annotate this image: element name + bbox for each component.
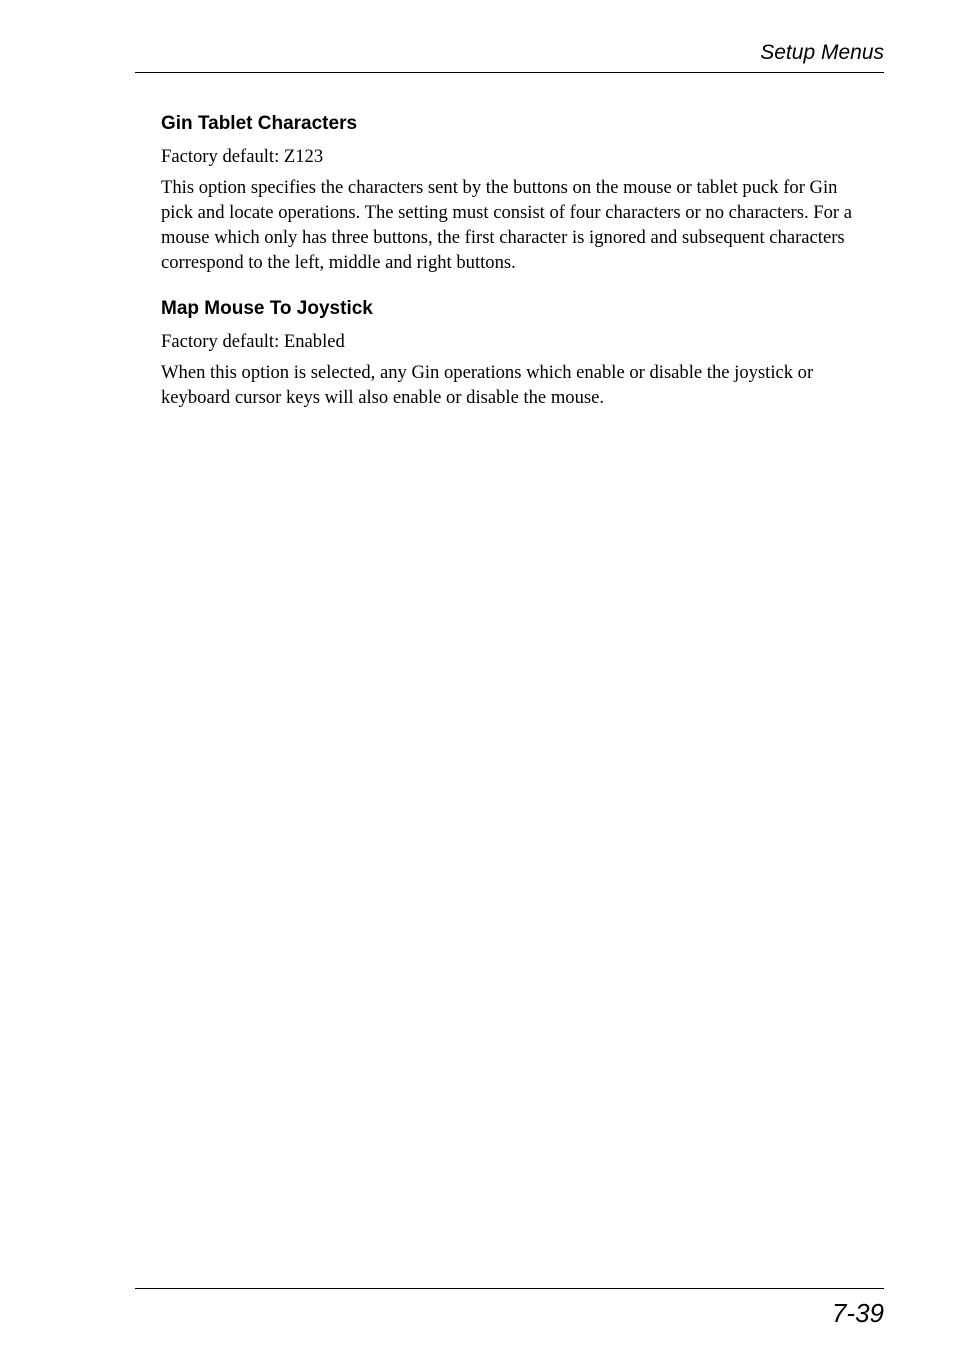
section-heading: Gin Tablet Characters — [161, 113, 358, 134]
section-heading: Map Mouse To Joystick — [161, 298, 373, 319]
section-body-text: When this option is selected, any Gin operations which enable or disable the joystick or keyboard cursor keys will also enable or disable the mouse. — [161, 362, 814, 408]
page-content — [161, 112, 866, 416]
section-body-text: This option specifies the characters sent by the buttons on the mouse or tablet puck for Gin pick and locate operations. The setting must consist of four characters or no characters. For a mouse which only has three buttons, the first character is ignored and subsequent characters correspond to the left, middle and right buttons. — [161, 177, 853, 273]
running-footer — [135, 1288, 884, 1339]
factory-default-text: Factory default: Enabled — [161, 331, 345, 352]
section-map-mouse-to-joystick — [161, 297, 866, 410]
factory-default-text: Factory default: Z123 — [161, 146, 324, 167]
chapter-title: Setup Menus — [760, 41, 884, 64]
page-number: 7-39 — [831, 1298, 884, 1328]
running-header — [135, 38, 884, 73]
section-gin-tablet-characters — [161, 112, 866, 275]
